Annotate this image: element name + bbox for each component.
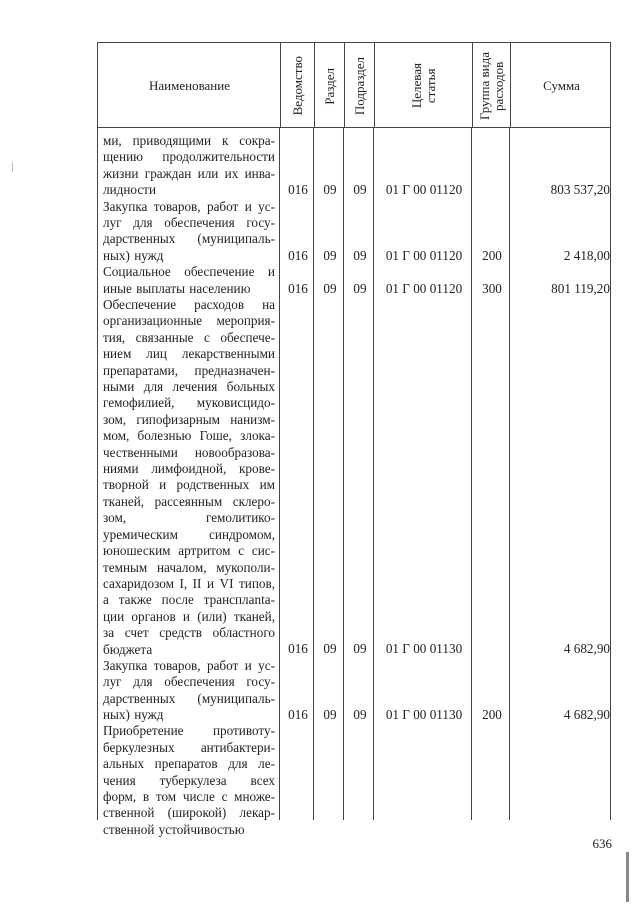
cell-razdel: 09 bbox=[323, 247, 337, 263]
row-name-line: форм, в том числе с множе- bbox=[103, 789, 275, 805]
cell-statia: 01 Г 00 01130 bbox=[385, 707, 463, 722]
column-divider bbox=[314, 43, 315, 127]
row-name bbox=[103, 264, 275, 297]
header-razdel bbox=[315, 43, 345, 129]
row-name-line: лидности bbox=[103, 182, 157, 198]
row-name-line: иные выплаты населению bbox=[103, 280, 251, 296]
row-name-line: чения туберкулеза всех bbox=[103, 772, 275, 788]
row-name-line: ными для лечения больных bbox=[103, 379, 275, 395]
header-podrazdel-label: Подраздел bbox=[352, 56, 367, 116]
scan-mark bbox=[12, 162, 13, 172]
row-name-line: тия, связанные с обеспече- bbox=[103, 329, 275, 345]
cell-summa: 4 682,90 bbox=[563, 641, 610, 657]
row-name-line: чественными новообразова- bbox=[103, 444, 275, 460]
row-name-line: темным началом, мукополи- bbox=[103, 559, 275, 575]
row-name-line: а также после трансплanta- bbox=[103, 592, 275, 608]
row-name-line: дарственных (муниципаль- bbox=[103, 231, 275, 247]
cell-vedomstvo: 016 bbox=[288, 707, 308, 722]
cell-razdel: 09 bbox=[323, 182, 337, 198]
column-divider bbox=[472, 43, 473, 127]
row-name-line: ных) нужд bbox=[103, 707, 164, 723]
cell-vedomstvo: 016 bbox=[288, 182, 308, 198]
cell-razdel: 09 bbox=[323, 280, 337, 296]
row-name-line: за счет средств областного bbox=[103, 625, 275, 641]
column-divider bbox=[280, 43, 281, 127]
header-razdel-label: Раздел bbox=[322, 67, 337, 105]
row-name-line: нием лиц лекарственными bbox=[103, 346, 275, 362]
row-name-line: Закупка товаров, работ и ус- bbox=[103, 657, 275, 673]
row-name bbox=[103, 199, 275, 265]
cell-vedomstvo: 016 bbox=[288, 280, 308, 296]
row-name-line: ственной (широкой) лекар- bbox=[103, 805, 275, 821]
cell-gruppa: 200 bbox=[482, 707, 502, 722]
row-name-line: зом, гипофизарным нанизм- bbox=[103, 411, 275, 427]
header-name bbox=[98, 43, 281, 129]
cell-podrazdel: 09 bbox=[353, 280, 367, 296]
header-summa-label: Сумма bbox=[543, 78, 580, 93]
cell-summa: 2 418,00 bbox=[563, 247, 610, 263]
cell-podrazdel: 09 bbox=[353, 641, 367, 657]
cell-podrazdel: 09 bbox=[353, 182, 367, 198]
header-statia-label: Целевая статья bbox=[409, 63, 438, 109]
cell-gruppa: 200 bbox=[482, 247, 502, 263]
cell-vedomstvo: 016 bbox=[288, 641, 308, 657]
cell-statia: 01 Г 00 01120 bbox=[385, 182, 463, 198]
page-number: 636 bbox=[592, 836, 612, 851]
row-name-line: щению продолжительности bbox=[103, 149, 275, 165]
cell-razdel: 09 bbox=[323, 707, 337, 722]
row-name-line: организационные мероприя- bbox=[103, 313, 275, 329]
row-name-line: дарственных (муниципаль- bbox=[103, 690, 275, 706]
header-vedomstvo-label: Ведомство bbox=[290, 56, 305, 116]
cell-vedomstvo: 016 bbox=[288, 247, 308, 263]
row-name-line: сахаридозом I, II и VI типов, bbox=[103, 575, 275, 591]
row-name-line: беркулезных антибактери- bbox=[103, 739, 275, 755]
cell-podrazdel: 09 bbox=[353, 247, 367, 263]
row-name bbox=[103, 723, 275, 838]
row-name-line: Обеспечение расходов на bbox=[103, 297, 275, 312]
row-name-line: зом, гемолитико- bbox=[103, 510, 275, 526]
scan-edge bbox=[626, 852, 629, 902]
table-header bbox=[97, 42, 611, 128]
cell-statia: 01 Г 00 01130 bbox=[385, 641, 463, 657]
row-name-line: ных) нужд bbox=[103, 247, 164, 263]
header-gruppa-label: Группа вида расходов bbox=[477, 52, 506, 120]
row-name-line: уремическим синдромом, bbox=[103, 526, 275, 542]
row-name-line: бюджета bbox=[103, 641, 153, 657]
table-body bbox=[97, 128, 611, 837]
header-name-label: Наименование bbox=[149, 78, 230, 93]
row-name-line: жизни граждан или их инва- bbox=[103, 165, 275, 181]
row-name-line: ми, приводящими к сокра- bbox=[103, 133, 275, 148]
row-name-line: альных препаратов для ле- bbox=[103, 756, 275, 772]
cell-summa: 4 682,90 bbox=[563, 707, 610, 722]
row-name-line: юношеским артритом с сис- bbox=[103, 543, 275, 559]
row-name-line: Закупка товаров, работ и ус- bbox=[103, 198, 275, 214]
header-summa bbox=[511, 43, 612, 129]
cell-summa: 803 537,20 bbox=[550, 182, 610, 198]
column-divider bbox=[279, 128, 280, 820]
column-divider bbox=[344, 43, 345, 127]
row-name-line: ственной устойчивостью bbox=[103, 821, 245, 837]
header-vedomstvo bbox=[281, 43, 315, 129]
row-name-line: ниями лимфоидной, крове- bbox=[103, 461, 275, 477]
cell-statia: 01 Г 00 01120 bbox=[385, 247, 463, 263]
cell-podrazdel: 09 bbox=[353, 707, 367, 722]
row-name-line: Приобретение противоту- bbox=[103, 723, 275, 739]
row-name-line: тканей, рассеянным склеро- bbox=[103, 493, 275, 509]
row-name bbox=[103, 133, 275, 199]
budget-table bbox=[97, 42, 611, 837]
row-name-line: Социальное обеспечение и bbox=[103, 264, 275, 280]
cell-summa: 801 119,20 bbox=[551, 280, 610, 296]
header-gruppa bbox=[473, 43, 511, 129]
cell-statia: 01 Г 00 01120 bbox=[385, 280, 463, 296]
column-divider bbox=[374, 43, 375, 127]
row-name-line: мом, болезнью Гоше, злока- bbox=[103, 428, 275, 444]
row-name bbox=[103, 658, 275, 724]
row-name-line: препаратами, предназначен- bbox=[103, 362, 275, 378]
row-name-line: луг для обеспечения госу- bbox=[103, 215, 275, 230]
row-name-line: ции органов и (или) тканей, bbox=[103, 608, 275, 624]
row-name-line: луг для обеспечения госу- bbox=[103, 674, 275, 690]
row-name bbox=[103, 297, 275, 658]
cell-razdel: 09 bbox=[323, 641, 337, 657]
cell-gruppa: 300 bbox=[482, 280, 502, 296]
row-name-line: творной и родственных им bbox=[103, 477, 275, 493]
header-statia bbox=[375, 43, 473, 129]
row-name-line: гемофилией, муковисцидо- bbox=[103, 395, 275, 411]
column-divider bbox=[510, 43, 511, 127]
header-podrazdel bbox=[345, 43, 375, 129]
